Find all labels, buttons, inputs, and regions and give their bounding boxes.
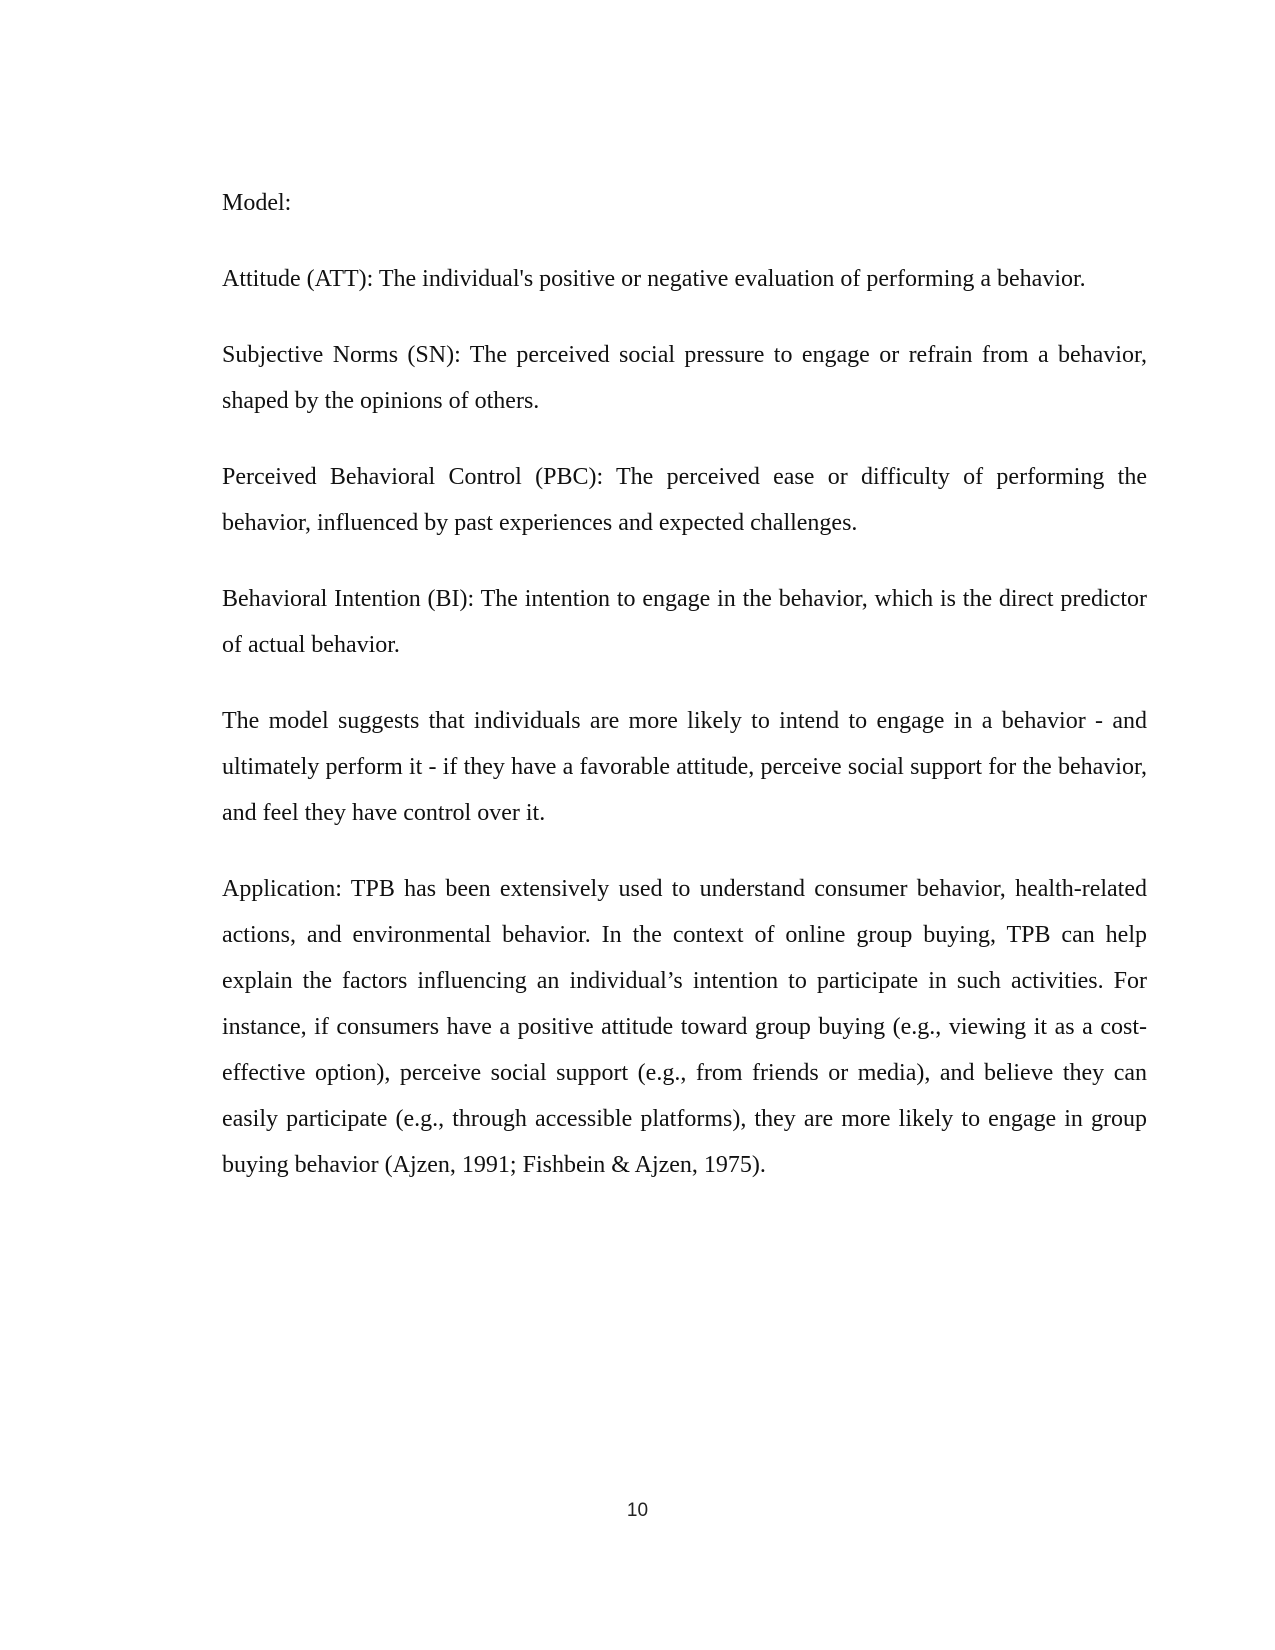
- page-number: 10: [626, 1500, 649, 1521]
- paragraph-application: Application: TPB has been extensively used to understand consumer behavior, health-related actions, and environmental behavior. In the context of online group buying, TPB can help explain the factors influencing an individual’s intention to participate in such activities. For instance, if consumers have a positive attitude toward group buying (e.g., viewing it as a cost-effective option), perceive social support (e.g., from friends or media), and believe they can easily participate (e.g., through accessible platforms), they are more likely to engage in group buying behavior (Ajzen, 1991; Fishbein & Ajzen, 1975).: [222, 876, 1147, 1178]
- paragraph-perceived-behavioral-control: Perceived Behavioral Control (PBC): The perceived ease or difficulty of performing the behavior, influenced by past experiences and expected challenges.: [222, 464, 1147, 536]
- paragraph-attitude: Attitude (ATT): The individual's positive or negative evaluation of performing a behavior.: [222, 266, 1086, 292]
- page-content: [222, 180, 1147, 1218]
- paragraph-subjective-norms: Subjective Norms (SN): The perceived social pressure to engage or refrain from a behavior, shaped by the opinions of others.: [222, 342, 1147, 414]
- paragraph-model-summary: The model suggests that individuals are more likely to intend to engage in a behavior - and ultimately perform it - if they have a favorable attitude, perceive social support for the behavior, and feel they have control over it.: [222, 708, 1147, 826]
- paragraph-behavioral-intention: Behavioral Intention (BI): The intention to engage in the behavior, which is the direct predictor of actual behavior.: [222, 586, 1147, 658]
- section-heading: Model:: [222, 190, 292, 216]
